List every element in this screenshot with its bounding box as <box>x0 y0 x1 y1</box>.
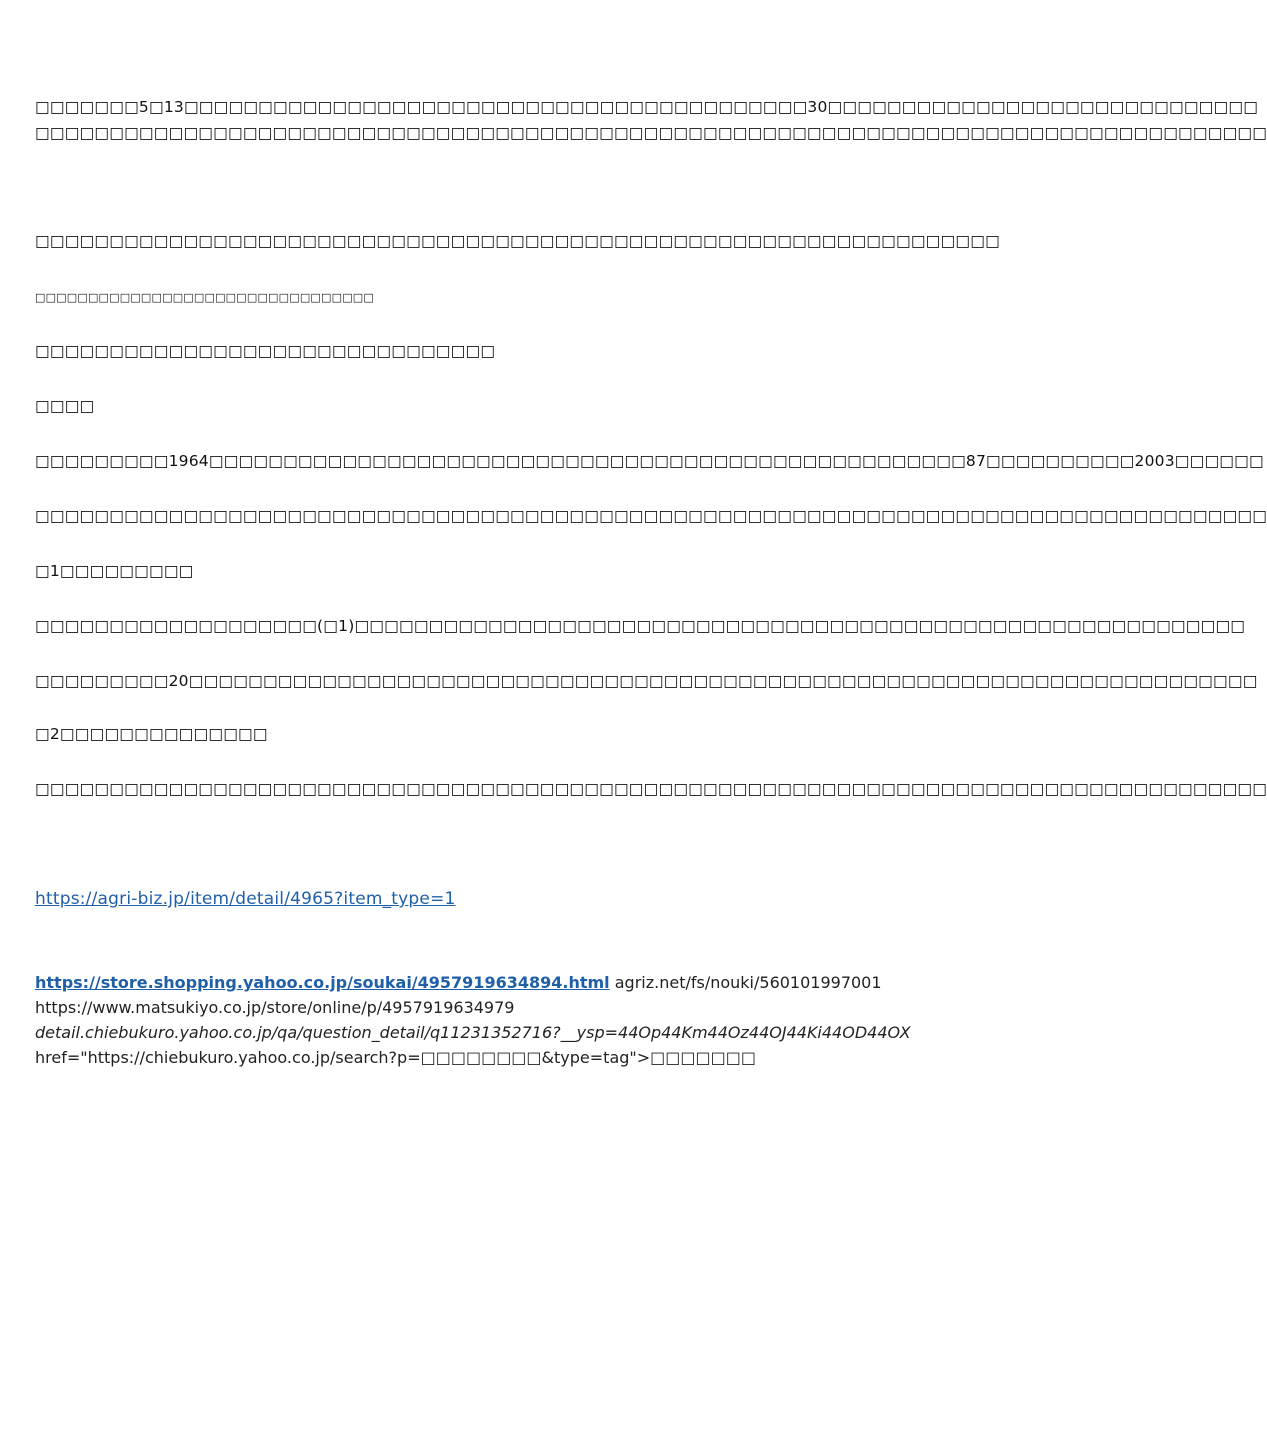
paragraph-5: □□□□□□□□□□□□□□□□□□□□□□□□□□□□□□□□□□□□□□□□□□□□□□□□□□□□□□□□□□□□□□□□□□□□□□□□□□□□□□□□□□□ <box>35 507 1267 525</box>
paragraph-2: □□□□□□□□□□□□□□□□□□□□□□□□□□□□□□□□□□□□□□□□□□□□□□□□□□□□□□□□□□□□□□□□□ <box>35 232 1000 250</box>
section-heading: □□□□ <box>35 397 95 415</box>
yahoo-store-link[interactable]: https://store.shopping.yahoo.co.jp/soukai/4957919634894.html <box>35 973 610 992</box>
paragraph-1-line-2: □□□□□□□□□□□□□□□□□□□□□□□□□□□□□□□□□□□□□□□□□□□□□□□□□□□□□□□□□□□□□□□□□□□□□□□□□□□□□□□□□□□ <box>35 124 1267 142</box>
chiebukuro-href-text: href="https://chiebukuro.yahoo.co.jp/search?p=□□□□□□□□&type=tag">□□□□□□□ <box>35 1048 756 1067</box>
agri-biz-link[interactable]: https://agri-biz.jp/item/detail/4965?item_type=1 <box>35 889 456 909</box>
agriz-text: agriz.net/fs/nouki/560101997001 <box>614 973 882 992</box>
subheading-2: □2□□□□□□□□□□□□□□ <box>35 725 268 743</box>
agri-biz-link-wrap <box>35 888 990 910</box>
references-block <box>35 970 990 1070</box>
small-note: □□□□□□□□□□□□□□□□□□□□□□□□□□□□□□□□ <box>35 291 374 304</box>
paragraph-6: □□□□□□□□□□□□□□□□□□□(□1)□□□□□□□□□□□□□□□□□□□□□□□□□□□□□□□□□□□□□□□□□□□□□□□□□□□□□□□□□□□□ <box>35 617 1246 635</box>
paragraph-1-line-1: □□□□□□□5□13□□□□□□□□□□□□□□□□□□□□□□□□□□□□□□□□□□□□□□□□□□30□□□□□□□□□□□□□□□□□□□□□□□□□□□□□ <box>35 98 1259 116</box>
paragraph-8: □□□□□□□□□□□□□□□□□□□□□□□□□□□□□□□□□□□□□□□□□□□□□□□□□□□□□□□□□□□□□□□□□□□□□□□□□□□□□□□□□□□ <box>35 780 1267 798</box>
paragraph-3: □□□□□□□□□□□□□□□□□□□□□□□□□□□□□□□ <box>35 342 496 360</box>
subheading-1: □1□□□□□□□□□ <box>35 562 194 580</box>
paragraph-7: □□□□□□□□□20□□□□□□□□□□□□□□□□□□□□□□□□□□□□□□□□□□□□□□□□□□□□□□□□□□□□□□□□□□□□□□□□□□□□□□□□ <box>35 672 1258 690</box>
matsukiyo-text: https://www.matsukiyo.co.jp/store/online/p/4957919634979 <box>35 998 515 1017</box>
paragraph-4: □□□□□□□□□1964□□□□□□□□□□□□□□□□□□□□□□□□□□□□□□□□□□□□□□□□□□□□□□□□□□□87□□□□□□□□□□2003□□□□□□ <box>35 452 1264 470</box>
chiebukuro-detail-text: detail.chiebukuro.yahoo.co.jp/qa/question_detail/q11231352716?__ysp=44Op44Km44Oz44OJ44Ki44OD44OX <box>35 1023 911 1042</box>
